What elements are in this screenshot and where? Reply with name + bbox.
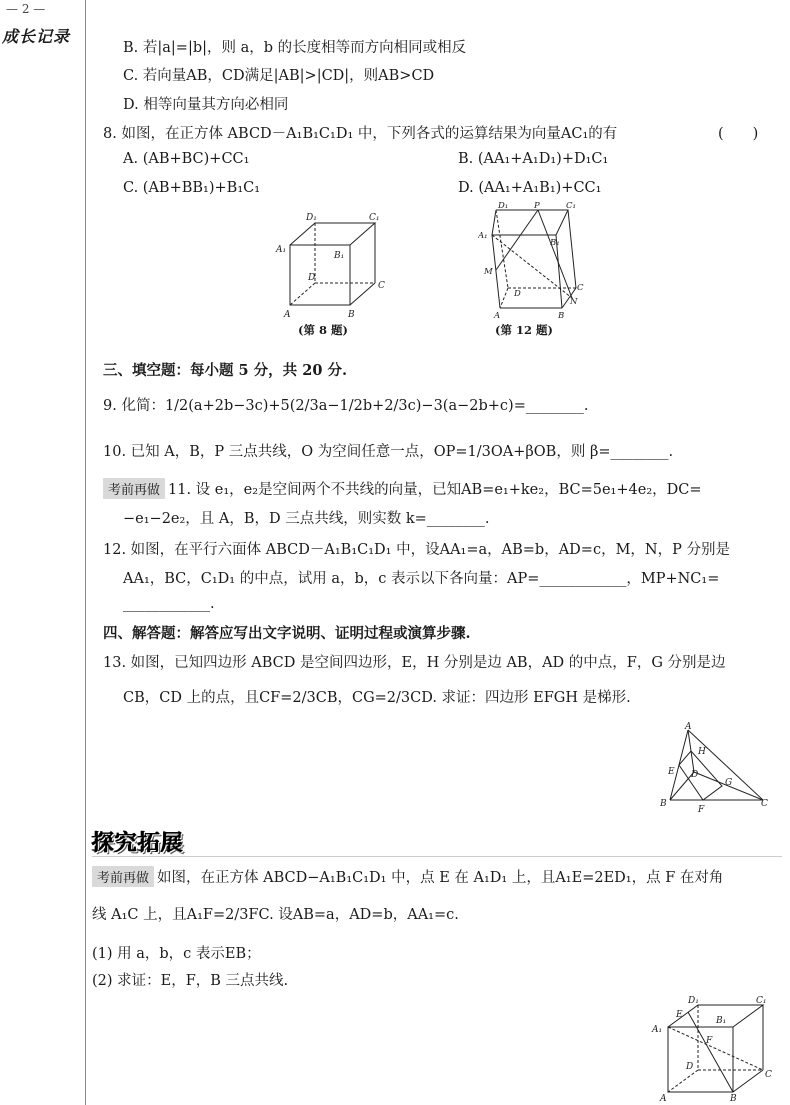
fig12-label: A₁ (478, 231, 488, 241)
question-13-line-1: 13. 如图，已知四边形 ABCD 是空间四边形，E，H 分别是边 AB，AD 的中点，F，G 分别是边 (103, 655, 726, 671)
fig12-label: D₁ (498, 201, 509, 211)
question-9: 9. 化简：1/2(a+2b−3c)+5(2/3a−1/2b+2/3c)−3(a−2b+c)=________. (103, 398, 589, 414)
ext-fig-label: D₁ (688, 996, 699, 1006)
fig8-label: C (378, 281, 385, 291)
fig12-label: C₁ (566, 201, 576, 211)
fig13-label: C (761, 799, 768, 809)
fig13-label: G (725, 778, 733, 788)
fig13-label: H (698, 747, 706, 757)
section-3-title: 三、填空题：每小题 5 分，共 20 分. (103, 362, 348, 379)
ext-fig-label: E (676, 1010, 683, 1020)
q8-option-d: D. (AA₁+A₁B₁)+CC₁ (458, 180, 602, 196)
option-b-line: B. 若|a|=|b|，则 a，b 的长度相等而方向相同或相反 (123, 40, 467, 56)
question-10: 10. 已知 A，B，P 三点共线，O 为空间任意一点，OP=1/3OA+βOB，则 β=________. (103, 444, 674, 460)
q8-option-c: C. (AB+BB₁)+B₁C₁ (123, 180, 261, 196)
question-8: 8. 如图，在正方体 ABCD－A₁B₁C₁D₁ 中，下列各式的运算结果为向量AC₁的有 (103, 126, 618, 142)
fig13-label: D (691, 770, 699, 780)
side-title: 成长记录 (2, 27, 71, 46)
fig12-label: N (570, 297, 578, 307)
review-tag: 考前再做 (103, 478, 165, 499)
page-number: — 2 — (6, 2, 46, 16)
figure-12-caption: (第 12 题) (495, 323, 553, 337)
fig12-label: A (494, 311, 501, 321)
fig12-label: D (514, 289, 521, 299)
q8-option-a: A. (AB+BC)+CC₁ (123, 151, 250, 167)
ext-fig-label: F (706, 1036, 713, 1046)
fig13-label: A (685, 722, 692, 732)
review-tag: 考前再做 (92, 866, 154, 887)
option-c-line: C. 若向量AB，CD满足|AB|>|CD|，则AB>CD (123, 68, 435, 84)
heading-divider (92, 856, 782, 857)
answer-paren: ( ) (718, 126, 759, 142)
ext-fig-label: A₁ (652, 1025, 663, 1035)
fig8-label: C₁ (369, 213, 380, 223)
ext-fig-label: B (730, 1094, 737, 1104)
fig12-label: B₁ (550, 238, 560, 248)
question-12-line-3: ____________. (123, 596, 215, 612)
margin-line (85, 0, 86, 1105)
figure-12-parallelepiped (478, 200, 588, 325)
figure-13-quadrilateral (658, 722, 773, 817)
fig8-label: A (284, 310, 291, 320)
fig8-label: B (348, 310, 355, 320)
fig8-label: B₁ (334, 251, 345, 261)
extension-line-2: 线 A₁C 上，且A₁F=2/3FC. 设AB=a，AD=b，AA₁=c. (92, 907, 459, 923)
extension-line-1 (92, 866, 723, 887)
section-4-title: 四、解答题：解答应写出文字说明、证明过程或演算步骤. (103, 625, 471, 642)
question-12-line-2: AA₁，BC，C₁D₁ 的中点，试用 a，b，c 表示以下各向量：AP=____________，MP+NC₁= (123, 571, 720, 587)
fig13-label: E (668, 767, 675, 777)
question-13-line-2: CB，CD 上的点，且CF=2/3CB，CG=2/3CD. 求证：四边形 EFGH 是梯形. (123, 690, 631, 706)
fig12-label: P (534, 201, 540, 211)
fig8-label: A₁ (276, 245, 287, 255)
figure-8-cube (270, 205, 390, 325)
question-11-line-2: −e₁−2e₂，且 A，B，D 三点共线，则实数 k=________. (123, 511, 490, 527)
ext-fig-label: C₁ (756, 996, 767, 1006)
figure-8-caption: (第 8 题) (298, 323, 348, 337)
q8-option-b: B. (AA₁+A₁D₁)+D₁C₁ (458, 151, 609, 167)
ext-fig-label: B₁ (716, 1016, 727, 1026)
fig8-label: D₁ (306, 213, 317, 223)
question-11-text: 11. 设 e₁，e₂是空间两个不共线的向量，已知AB=e₁+ke₂，BC=5e₁+4e₂，DC= (168, 482, 702, 498)
question-12-line-1: 12. 如图，在平行六面体 ABCD－A₁B₁C₁D₁ 中，设AA₁=a，AB=b，AD=c，M，N，P 分别是 (103, 542, 730, 558)
figure-extension-cube (650, 995, 780, 1105)
fig12-label: C (577, 283, 584, 293)
extension-part-2: (2) 求证：E，F，B 三点共线. (92, 973, 289, 989)
exploration-heading: 探究拓展 (92, 830, 185, 856)
option-d-line: D. 相等向量其方向必相同 (123, 97, 289, 113)
ext-fig-label: A (660, 1094, 667, 1104)
ext-fig-label: C (765, 1070, 772, 1080)
fig12-label: B (558, 311, 565, 321)
question-11-line-1 (103, 478, 702, 499)
fig8-label: D (308, 273, 316, 283)
fig12-label: M (484, 267, 493, 277)
ext-fig-label: D (686, 1062, 694, 1072)
extension-part-1: (1) 用 a，b，c 表示EB； (92, 946, 261, 962)
fig13-label: F (698, 805, 705, 815)
extension-text: 如图，在正方体 ABCD−A₁B₁C₁D₁ 中，点 E 在 A₁D₁ 上，且A₁E=2ED₁，点 F 在对角 (157, 870, 724, 886)
fig13-label: B (660, 799, 667, 809)
